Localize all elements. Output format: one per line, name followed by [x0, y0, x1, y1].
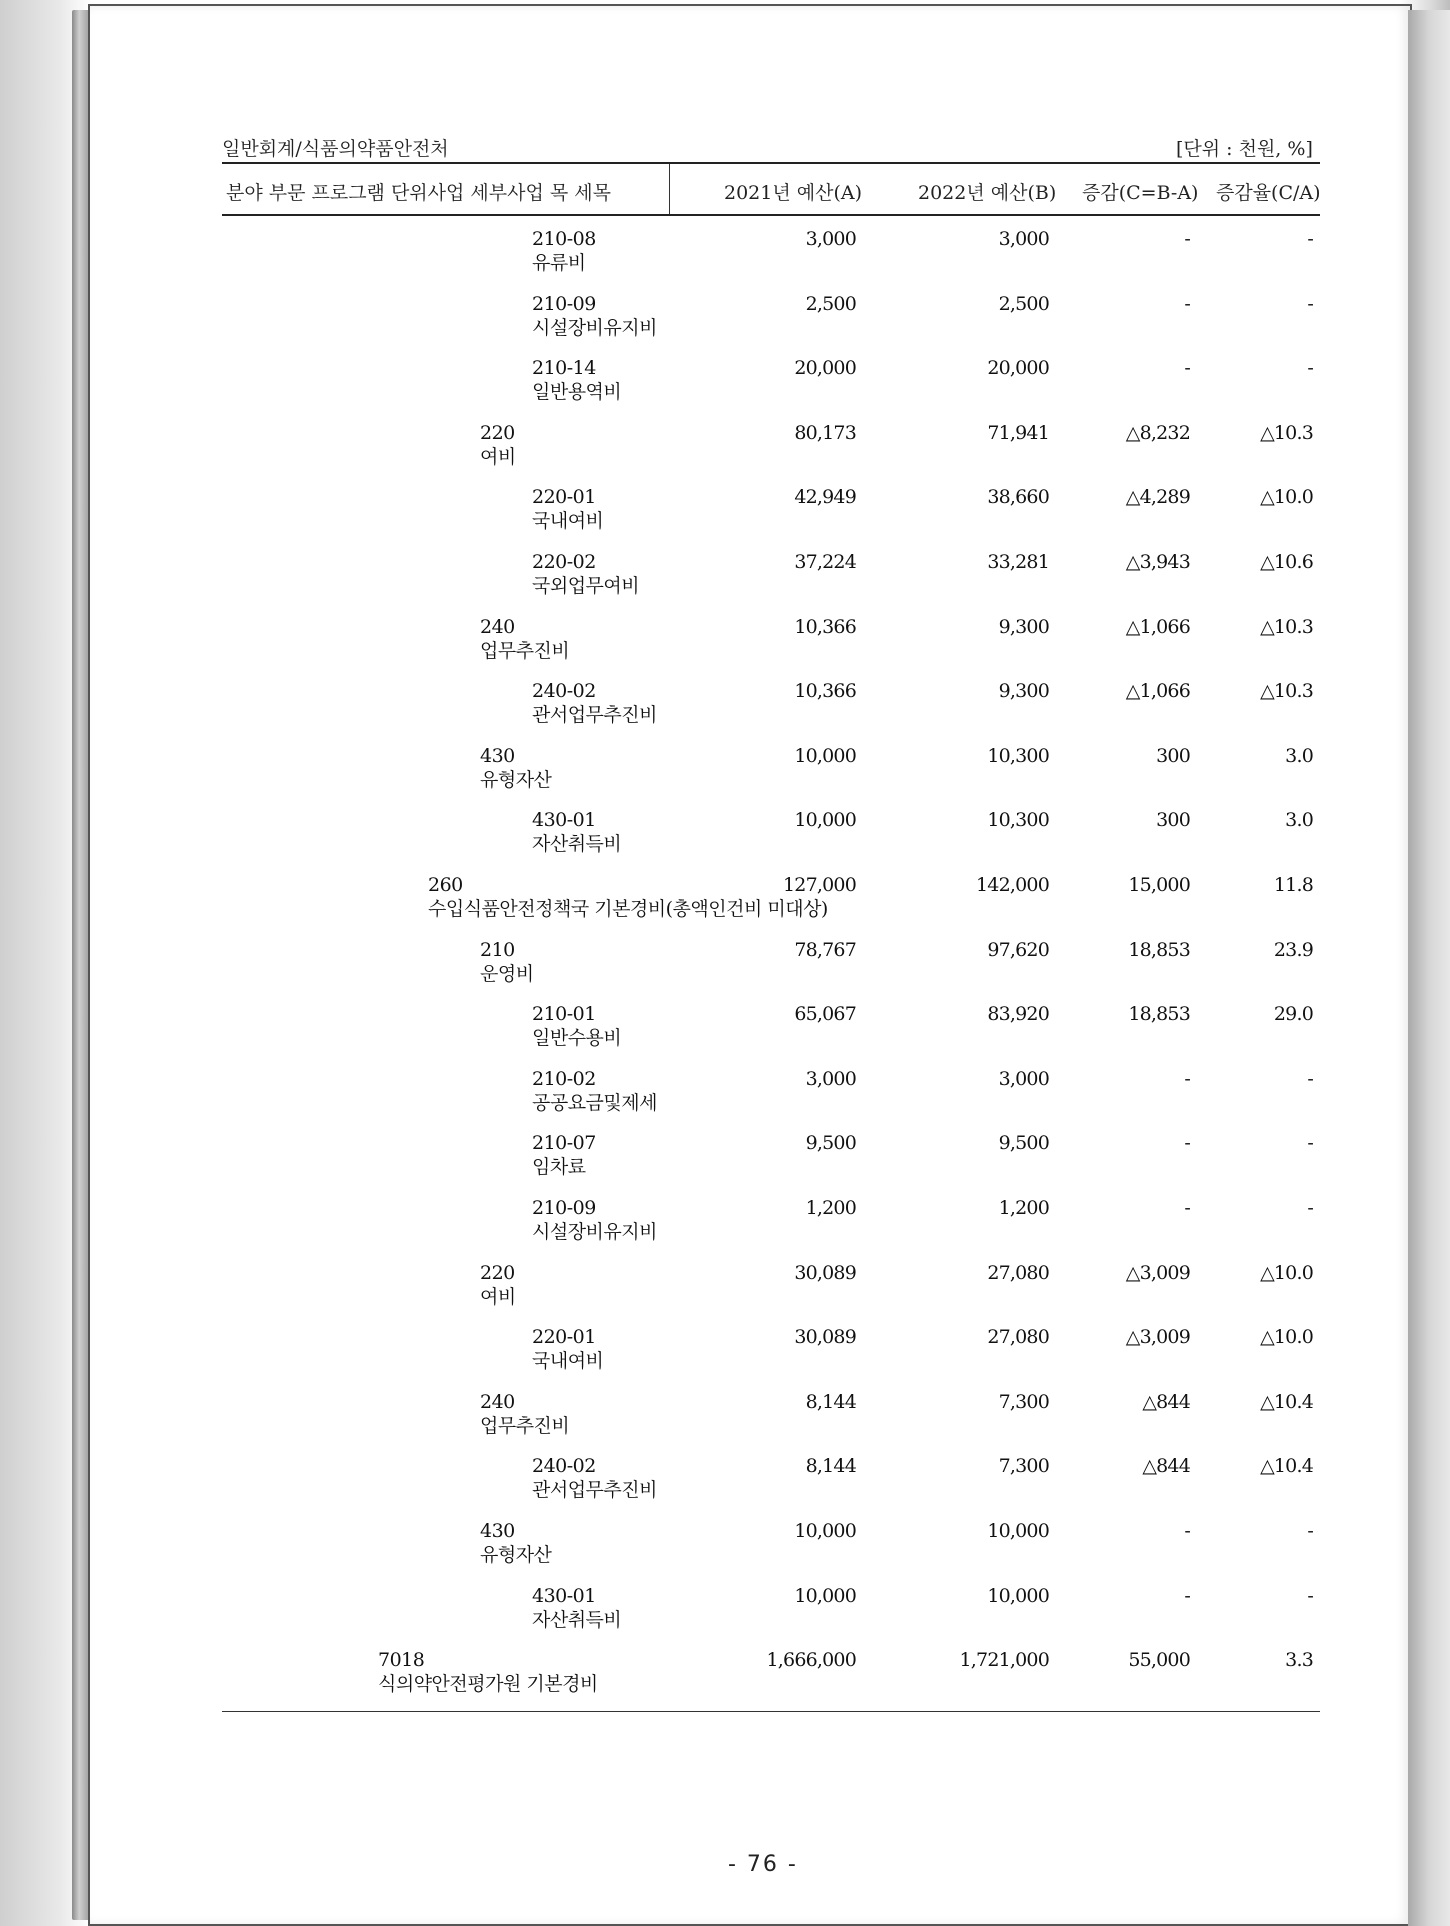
row-label: 일반용역비: [532, 381, 622, 404]
row-change-rate: -: [1307, 292, 1313, 315]
row-budget-2022: 9,300: [998, 615, 1049, 638]
row-label: 업무추진비: [480, 1414, 570, 1437]
row-change: △844: [1142, 1390, 1190, 1413]
row-change-rate: △10.3: [1260, 615, 1313, 638]
table-row: [0, 745, 1450, 805]
table-bottom-rule: [222, 1711, 1320, 1712]
row-label: 업무추진비: [480, 639, 570, 662]
table-top-rule: [222, 162, 1320, 164]
table-row: [0, 1068, 1450, 1128]
row-change-rate: -: [1307, 1197, 1313, 1219]
row-budget-2021: 2,500: [805, 292, 856, 315]
row-code: 240: [480, 615, 515, 638]
column-header-2022: 2022년 예산(B): [918, 182, 1057, 204]
row-budget-2022: 20,000: [987, 357, 1049, 380]
row-budget-2021: 8,144: [805, 1455, 856, 1478]
row-label: 자산취득비: [532, 833, 622, 856]
row-change: 15,000: [1128, 874, 1190, 896]
row-change-rate: △10.0: [1260, 1326, 1313, 1349]
table-row: [0, 551, 1450, 611]
row-code: 210-01: [532, 1003, 596, 1026]
table-row: [0, 1649, 1450, 1709]
row-budget-2022: 10,300: [987, 809, 1049, 832]
row-code: 210-08: [532, 228, 596, 250]
row-budget-2022: 2,500: [998, 292, 1049, 315]
row-change-rate: 3.3: [1285, 1649, 1313, 1672]
row-label: 관서업무추진비: [532, 1479, 657, 1502]
row-budget-2021: 10,000: [794, 1520, 856, 1542]
row-change: -: [1184, 1132, 1190, 1155]
row-change-rate: 23.9: [1273, 938, 1313, 961]
row-code: 240-02: [532, 680, 596, 703]
row-label: 일반수용비: [532, 1027, 622, 1050]
row-budget-2021: 10,000: [794, 809, 856, 832]
row-budget-2021: 20,000: [794, 357, 856, 380]
row-budget-2021: 30,089: [794, 1326, 856, 1349]
row-budget-2022: 3,000: [998, 1067, 1049, 1090]
table-row: [0, 357, 1450, 417]
row-code: 220-01: [532, 486, 596, 509]
row-budget-2021: 1,666,000: [766, 1649, 856, 1672]
row-budget-2021: 3,000: [805, 228, 856, 250]
row-change-rate: -: [1307, 1067, 1313, 1090]
row-change: -: [1184, 357, 1190, 380]
row-code: 240: [480, 1390, 515, 1413]
row-budget-2021: 8,144: [805, 1390, 856, 1413]
row-code: 220-01: [532, 1326, 596, 1349]
row-budget-2021: 127,000: [783, 874, 856, 896]
row-change: -: [1184, 1197, 1190, 1219]
row-budget-2022: 38,660: [987, 486, 1049, 509]
table-row: [0, 616, 1450, 676]
row-budget-2021: 78,767: [794, 938, 856, 961]
row-label: 국내여비: [532, 1350, 604, 1373]
table-row: [0, 228, 1450, 288]
table-row: [0, 293, 1450, 353]
row-budget-2022: 3,000: [998, 228, 1049, 250]
row-budget-2022: 9,500: [998, 1132, 1049, 1155]
row-code: 7018: [378, 1649, 425, 1672]
table-row: [0, 1197, 1450, 1257]
table-row: [0, 486, 1450, 546]
row-code: 430-01: [532, 809, 596, 832]
row-change: △844: [1142, 1455, 1190, 1478]
row-budget-2022: 10,000: [987, 1520, 1049, 1542]
row-code: 220-02: [532, 551, 596, 573]
row-change: 300: [1156, 809, 1190, 832]
row-code: 210-07: [532, 1132, 596, 1155]
row-budget-2022: 10,000: [987, 1584, 1049, 1607]
row-change: -: [1184, 1067, 1190, 1090]
row-change: 55,000: [1128, 1649, 1190, 1672]
row-label: 시설장비유지비: [532, 1221, 657, 1243]
row-label: 임차료: [532, 1156, 586, 1179]
row-code: 210-02: [532, 1067, 596, 1090]
row-code: 210: [480, 938, 515, 961]
row-label: 시설장비유지비: [532, 316, 657, 339]
table-row: [0, 874, 1450, 934]
table-row: [0, 680, 1450, 740]
table-row: [0, 1262, 1450, 1322]
row-budget-2022: 83,920: [987, 1003, 1049, 1026]
row-change-rate: △10.4: [1260, 1455, 1313, 1478]
row-label: 국내여비: [532, 510, 604, 533]
row-change: -: [1184, 1584, 1190, 1607]
row-change-rate: △10.0: [1260, 1261, 1313, 1284]
row-budget-2022: 9,300: [998, 680, 1049, 703]
row-label: 국외업무여비: [532, 575, 640, 597]
row-code: 210-09: [532, 292, 596, 315]
row-change-rate: △10.0: [1260, 486, 1313, 509]
row-change-rate: -: [1307, 1132, 1313, 1155]
table-header-rule: [222, 214, 1320, 216]
row-budget-2021: 10,366: [794, 680, 856, 703]
row-budget-2022: 10,300: [987, 744, 1049, 767]
row-code: 240-02: [532, 1455, 596, 1478]
row-budget-2021: 10,000: [794, 1584, 856, 1607]
account-title: 일반회계/식품의약품안전처: [222, 138, 449, 160]
header-column-divider: [669, 164, 670, 214]
row-change-rate: -: [1307, 1584, 1313, 1607]
row-budget-2021: 42,949: [794, 486, 856, 509]
row-change-rate: 29.0: [1273, 1003, 1313, 1026]
row-change-rate: △10.3: [1260, 680, 1313, 703]
row-change: △4,289: [1125, 486, 1190, 509]
row-budget-2021: 1,200: [805, 1197, 856, 1219]
table-row: [0, 422, 1450, 482]
row-change-rate: △10.6: [1260, 551, 1313, 573]
row-budget-2021: 3,000: [805, 1067, 856, 1090]
row-change: 300: [1156, 744, 1190, 767]
table-row: [0, 1391, 1450, 1451]
column-header-2021: 2021년 예산(A): [724, 182, 863, 204]
row-code: 260: [428, 874, 463, 896]
row-label: 식의약안전평가원 기본경비: [378, 1673, 598, 1696]
row-label: 자산취득비: [532, 1608, 622, 1631]
table-row: [0, 1003, 1450, 1063]
table-row: [0, 1520, 1450, 1580]
row-change-rate: 3.0: [1285, 809, 1313, 832]
row-budget-2021: 10,366: [794, 615, 856, 638]
row-label: 여비: [480, 445, 516, 468]
row-code: 220: [480, 1261, 515, 1284]
row-change-rate: 3.0: [1285, 744, 1313, 767]
table-row: [0, 809, 1450, 869]
row-code: 430: [480, 744, 515, 767]
row-code: 430: [480, 1520, 515, 1542]
row-budget-2022: 7,300: [998, 1390, 1049, 1413]
row-change-rate: △10.3: [1260, 421, 1313, 444]
row-budget-2022: 27,080: [987, 1326, 1049, 1349]
row-label: 수입식품안전정책국 기본경비(총액인건비 미대상): [428, 898, 828, 920]
row-change: -: [1184, 228, 1190, 250]
column-header-change-rate: 증감율(C/A): [1216, 182, 1321, 204]
row-change: △3,009: [1125, 1261, 1190, 1284]
row-change-rate: 11.8: [1273, 874, 1313, 896]
row-label: 유류비: [532, 252, 586, 274]
row-code: 430-01: [532, 1584, 596, 1607]
row-budget-2021: 80,173: [794, 421, 856, 444]
row-change: △3,009: [1125, 1326, 1190, 1349]
row-budget-2021: 30,089: [794, 1261, 856, 1284]
row-budget-2022: 71,941: [987, 421, 1049, 444]
row-change-rate: -: [1307, 228, 1313, 250]
row-budget-2021: 10,000: [794, 744, 856, 767]
row-budget-2022: 1,200: [998, 1197, 1049, 1219]
unit-label: [단위 : 천원, %]: [1176, 138, 1313, 160]
page-number: - 76 -: [728, 1852, 798, 1877]
row-change: -: [1184, 1520, 1190, 1542]
row-budget-2021: 9,500: [805, 1132, 856, 1155]
row-change-rate: -: [1307, 357, 1313, 380]
row-budget-2022: 7,300: [998, 1455, 1049, 1478]
row-change: △3,943: [1125, 551, 1190, 573]
row-label: 관서업무추진비: [532, 704, 657, 727]
row-label: 유형자산: [480, 1544, 552, 1566]
table-row: [0, 1585, 1450, 1645]
row-budget-2022: 1,721,000: [959, 1649, 1049, 1672]
row-code: 220: [480, 421, 515, 444]
row-label: 유형자산: [480, 768, 552, 791]
row-change: -: [1184, 292, 1190, 315]
row-change-rate: -: [1307, 1520, 1313, 1542]
row-change: 18,853: [1128, 938, 1190, 961]
row-budget-2022: 142,000: [976, 874, 1049, 896]
row-label: 운영비: [480, 962, 534, 985]
table-row: [0, 1326, 1450, 1386]
row-change-rate: △10.4: [1260, 1390, 1313, 1413]
row-budget-2021: 65,067: [794, 1003, 856, 1026]
row-label: 여비: [480, 1285, 516, 1308]
row-budget-2022: 97,620: [987, 938, 1049, 961]
row-code: 210-14: [532, 357, 596, 380]
row-change: △8,232: [1125, 421, 1190, 444]
row-budget-2022: 27,080: [987, 1261, 1049, 1284]
row-budget-2022: 33,281: [987, 551, 1049, 573]
row-label: 공공요금및제세: [532, 1091, 657, 1114]
column-header-change: 증감(C=B-A): [1082, 182, 1199, 204]
row-change: △1,066: [1125, 615, 1190, 638]
table-row: [0, 1455, 1450, 1515]
column-header-category: 분야 부문 프로그램 단위사업 세부사업 목 세목: [226, 182, 611, 204]
table-row: [0, 939, 1450, 999]
row-change: △1,066: [1125, 680, 1190, 703]
table-row: [0, 1132, 1450, 1192]
row-change: 18,853: [1128, 1003, 1190, 1026]
row-code: 210-09: [532, 1197, 596, 1219]
row-budget-2021: 37,224: [794, 551, 856, 573]
